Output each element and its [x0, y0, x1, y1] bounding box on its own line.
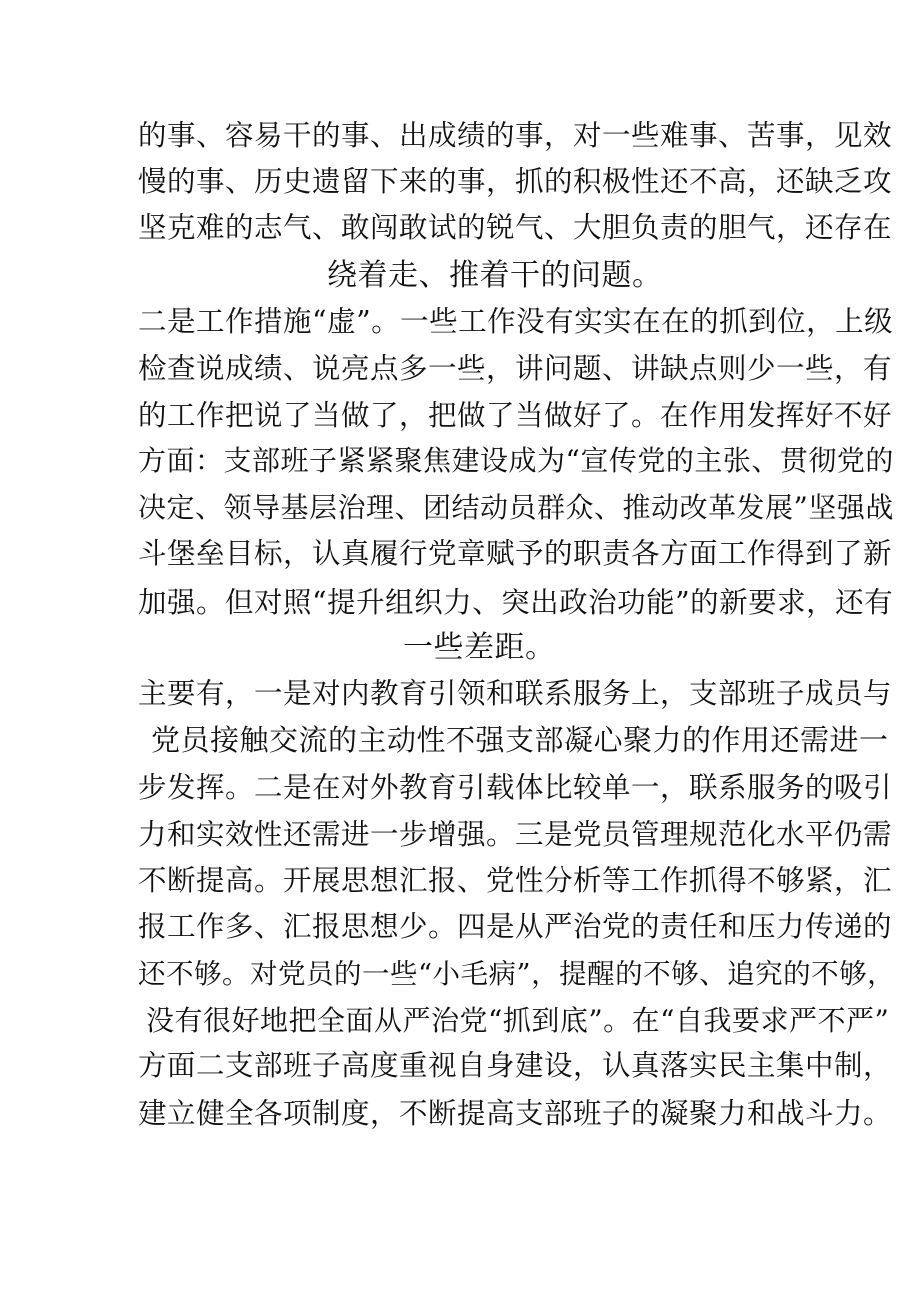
text-line: 步发挥。二是在对外教育引载体比较单一，联系服务的吸引	[138, 771, 893, 804]
text-line: 没有很好地把全面从严治党“抓到底”。在“自我要求严不严”	[146, 1004, 890, 1037]
text-line: 报工作多、汇报思想少。四是从严治党的责任和压力传递的	[138, 910, 893, 943]
text-line: 二是工作措施“虚”。一些工作没有实实在在的抓到位，上级	[138, 305, 894, 338]
text-line: 力和实效性还需进一步增强。三是党员管理规范化水平仍需	[138, 818, 893, 851]
text-line: 斗堡垒目标，认真履行党章赋予的职责各方面工作得到了新	[138, 537, 893, 570]
text-line: 方面二支部班子高度重视自身建设，认真落实民主集中制，	[138, 1049, 893, 1082]
text-line: 慢的事、历史遗留下来的事，抓的积极性还不高，还缺乏攻	[138, 165, 893, 198]
text-line: 一些差距。	[403, 630, 556, 665]
text-line: 绕着走、推着干的问题。	[327, 258, 663, 293]
text-line: 加强。但对照“提升组织力、突出政治功能”的新要求，还有	[138, 586, 894, 619]
text-line: 主要有，一是对内教育引领和联系服务上，支部班子成员与	[138, 677, 893, 710]
text-line: 还不够。对党员的一些“小毛病”，提醒的不够、追究的不够，	[138, 958, 896, 990]
text-line: 决定、领导基层治理、团结动员群众、推动改革发展”坚强战	[138, 491, 894, 524]
text-line: 建立健全各项制度，不断提高支部班子的凝聚力和战斗力。	[138, 1097, 893, 1130]
text-line: 党员接触交流的主动性不强支部凝心聚力的作用还需进一	[151, 723, 889, 757]
text-line: 方面：支部班子紧紧聚焦建设成为“宣传党的主张、贯彻党的	[138, 444, 894, 477]
text-line: 检查说成绩、说亮点多一些，讲问题、讲缺点则少一些，有	[138, 352, 893, 385]
text-line: 的工作把说了当做了，把做了当做好了。在作用发挥好不好	[138, 399, 893, 432]
text-line: 坚克难的志气、敢闯敢试的锐气、大胆负责的胆气，还存在	[138, 211, 893, 244]
text-line: 不断提高。开展思想汇报、党性分析等工作抓得不够紧，汇	[138, 864, 893, 897]
text-line: 的事、容易干的事、出成绩的事，对一些难事、苦事，见效	[138, 119, 893, 152]
